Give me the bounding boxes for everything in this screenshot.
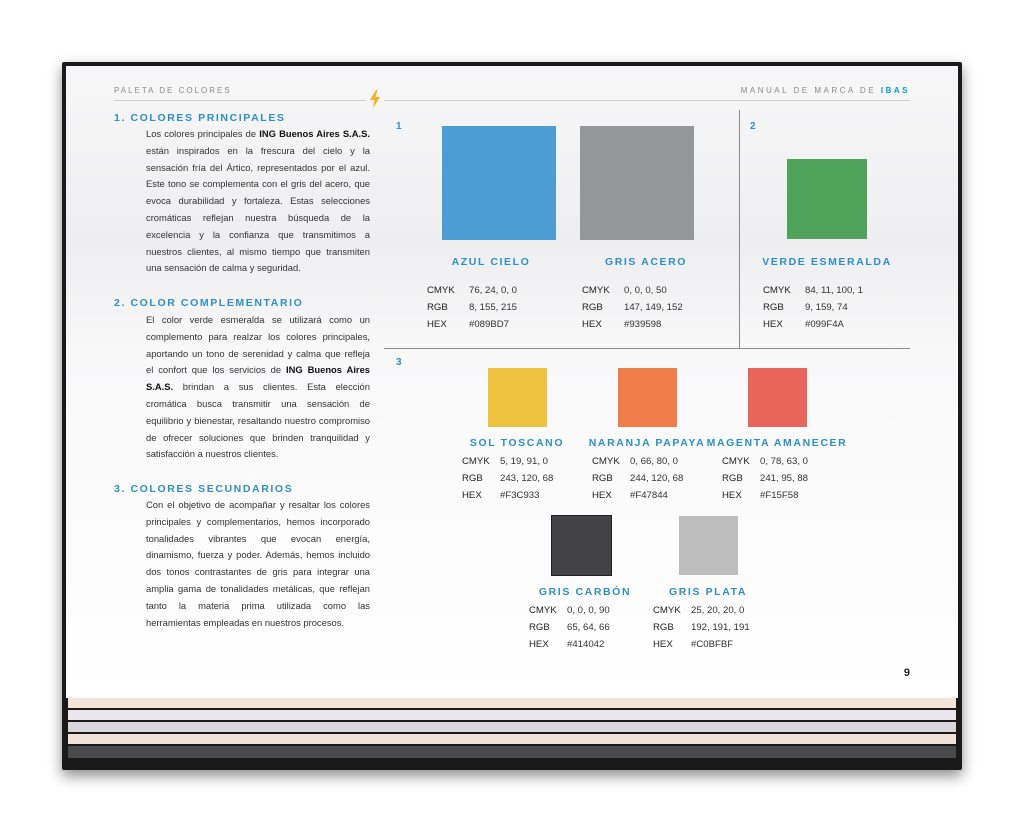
color-swatch [580,126,694,240]
section-title: 2. COLOR COMPLEMENTARIO [114,297,304,309]
color-swatch [787,159,867,239]
section-title: 3. COLORES SECUNDARIOS [114,483,294,495]
palette-group-number: 3 [396,357,402,368]
paragraph-text: El color verde esmeralda se utilizará como un complemento para realzar los colores principales, aportando un tono de serenidad y calma que refleja el confort que los servicios de [146,314,370,376]
spec-value: 147, 149, 152 [624,302,683,313]
paragraph-text: brindan a sus clientes. Esta elección cromática busca transmitir una sensación de equilibrio y bienestar, resaltando nuestro compromiso de ofrecer soluciones que brinden tranquilidad y satisfacción a nuestros clientes. [146,381,370,460]
company-name: ING Buenos Aires S.A.S. [259,128,370,139]
company-name: ING Buenos Aires S.A.S. [146,364,371,393]
palette-divider [739,110,740,349]
spec-label: HEX [529,639,549,650]
spec-value: 9, 159, 74 [805,302,848,313]
spec-rgb-row [427,299,517,316]
spec-label: HEX [582,319,602,330]
paragraph-text: Los colores principales de [146,128,260,139]
spec-label: RGB [462,473,483,484]
spec-label: CMYK [763,285,791,296]
swatch-name: GRIS PLATA [668,586,748,598]
page-number: 9 [903,667,910,679]
spec-value: 241, 95, 88 [760,473,809,484]
swatch-name: GRIS ACERO [604,256,688,268]
color-swatch [618,368,677,427]
spec-hex-row [427,316,517,333]
palette-group-number: 1 [396,121,402,132]
spec-label: HEX [592,490,612,501]
section-paragraph [146,497,370,631]
spec-label: CMYK [592,456,620,467]
spec-label: CMYK [722,456,750,467]
swatch-name: SOL TOSCANO [469,437,565,449]
spec-label: HEX [722,490,742,501]
spec-cmyk-row [592,453,683,470]
header-manual-title [741,86,910,95]
spec-hex-row [462,487,553,504]
spec-cmyk-row [722,453,808,470]
page-edge [68,698,956,708]
spec-label: HEX [763,319,783,330]
page-edge [68,710,956,720]
spec-value: 8, 155, 215 [469,302,518,313]
header-brand: IBAS [880,86,910,95]
swatch-name: AZUL CIELO [451,256,531,268]
spec-label: RGB [529,622,550,633]
swatch-name: MAGENTA AMANECER [706,437,848,449]
swatch-specs [462,453,553,504]
spec-cmyk-row [763,282,863,299]
spec-label: RGB [653,622,674,633]
spec-label: CMYK [427,285,455,296]
spec-hex-row [592,487,683,504]
page-edge [68,722,956,732]
spec-value: #F47844 [630,490,668,501]
spec-label: CMYK [582,285,610,296]
spec-cmyk-row [653,602,750,619]
section-title: 1. COLORES PRINCIPALES [114,112,286,124]
spec-hex-row [653,636,750,653]
paragraph-text: Con el objetivo de acompañar y resaltar los colores principales y complementarios, hemos incorporado tonalidades vibrantes que evocan energía, dinamismo, fuerza y poder. Además, hemos incluido dos tonos contrastantes de gris para integrar una amplia gama de tonalidades metálicas, que reflejan tanto la materia prima utilizada como las herramientas empleadas en nuestros procesos. [146,499,370,628]
spec-rgb-row [529,619,610,636]
color-swatch [488,368,547,427]
spec-rgb-row [763,299,863,316]
header-rule [114,100,366,101]
swatch-specs [653,602,750,653]
lightning-bolt-icon [369,90,381,108]
spec-label: RGB [592,473,613,484]
spec-cmyk-row [582,282,683,299]
paragraph-text: están inspirados en la frescura del cielo y la sensación fría del Ártico, representados por el azul. Este tono se complementa con el gris del acero, que evoca durabilidad y fortaleza. Estas selecciones cromáticas reflejan nuestra búsqueda de la excelencia y la confianza que transmitimos a nuestros clientes, al mismo tiempo que transmiten una sensación de calma y seguridad. [146,144,370,274]
header-section-title: PALETA DE COLORES [114,86,232,95]
spec-label: RGB [582,302,603,313]
spec-value: #939598 [624,319,662,330]
spec-label: CMYK [462,456,490,467]
spec-value: 76, 24, 0, 0 [469,285,518,296]
color-swatch [748,368,807,427]
swatch-specs [722,453,808,504]
spec-value: #F15F58 [760,490,799,501]
spec-rgb-row [582,299,683,316]
color-swatch [442,126,556,240]
spec-label: RGB [763,302,784,313]
spec-value: #F3C933 [500,490,540,501]
spec-label: CMYK [653,605,681,616]
palette-divider [384,348,910,349]
color-swatch [552,516,611,575]
header-rule [384,100,910,101]
spec-value: 244, 120, 68 [630,473,684,484]
spec-value: 0, 78, 63, 0 [760,456,809,467]
spec-value: 84, 11, 100, 1 [805,285,863,296]
spec-hex-row [529,636,610,653]
spec-rgb-row [462,470,553,487]
spec-value: #099F4A [805,319,844,330]
spec-value: 65, 64, 66 [567,622,610,633]
spec-label: CMYK [529,605,557,616]
spec-label: HEX [462,490,482,501]
spec-cmyk-row [427,282,517,299]
swatch-name: VERDE ESMERALDA [762,256,892,268]
spec-value: 243, 120, 68 [500,473,554,484]
book-base [68,746,956,758]
spec-hex-row [722,487,808,504]
spec-value: #C0BFBF [691,639,734,650]
swatch-name: NARANJA PAPAYA [588,437,706,449]
spec-label: RGB [427,302,448,313]
spec-label: HEX [427,319,447,330]
swatch-specs [529,602,610,653]
swatch-specs [582,282,683,333]
spec-value: 192, 191, 191 [691,622,750,633]
palette-group-number: 2 [750,121,756,132]
spec-cmyk-row [462,453,553,470]
spec-rgb-row [722,470,808,487]
spec-value: 0, 66, 80, 0 [630,456,679,467]
spec-hex-row [582,316,683,333]
spec-value: #089BD7 [469,319,510,330]
swatch-specs [592,453,683,504]
spec-value: #414042 [567,639,605,650]
section-paragraph [146,312,370,463]
page-edge [68,734,956,744]
spec-value: 25, 20, 20, 0 [691,605,745,616]
spec-rgb-row [592,470,683,487]
swatch-name: GRIS CARBÓN [538,586,632,598]
spec-label: HEX [653,639,673,650]
spec-label: RGB [722,473,743,484]
header-manual-prefix: MANUAL DE MARCA DE [740,86,877,95]
spec-rgb-row [653,619,750,636]
color-swatch [679,516,738,575]
spec-value: 0, 0, 0, 90 [567,605,610,616]
manual-page [66,66,958,698]
spec-value: 0, 0, 0, 50 [624,285,667,296]
section-paragraph [146,126,370,277]
swatch-specs [427,282,517,333]
spec-cmyk-row [529,602,610,619]
spec-value: 5, 19, 91, 0 [500,456,549,467]
swatch-specs [763,282,863,333]
spec-hex-row [763,316,863,333]
